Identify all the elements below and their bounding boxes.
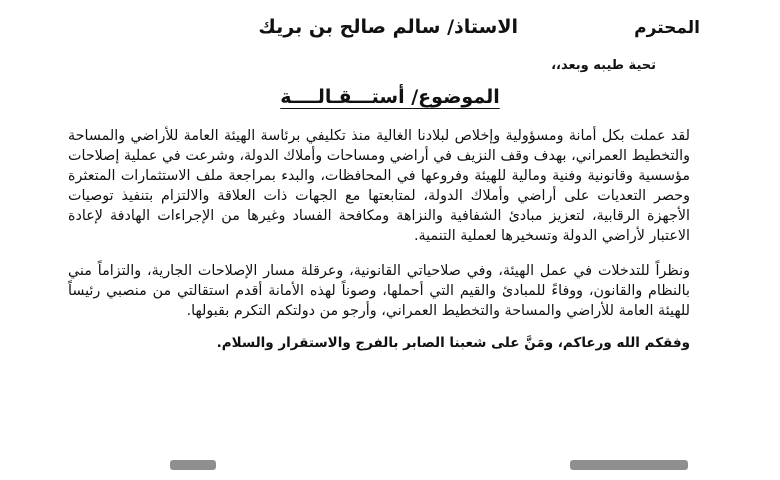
cropped-header-remnant (360, 0, 480, 8)
subject-line: الموضوع/ أستـــقـالــــة (280, 86, 500, 108)
honorific: المحترم (634, 18, 700, 38)
greeting: تحية طيبه وبعد،، (551, 58, 656, 73)
salutation-row (0, 16, 780, 48)
cropped-signature-area (0, 460, 780, 480)
addressee-name: الاستاذ/ سالم صالح بن بريك (258, 16, 518, 38)
cropped-text-fragment (170, 460, 216, 470)
letter-body (68, 126, 690, 353)
body-paragraph-1: لقد عملت بكل أمانة ومسؤولية وإخلاص لبلادنا الغالية منذ تكليفي برئاسة الهيئة العامة للأراضي والمساحة والتخطيط العمراني، بهدف وقف النزيف في أراضي ومساحات وأملاك الدولة، وشرعت في عملية إصلاحات مؤسسية وقانونية وفنية ومالية للهيئة وفروعها في المحافظات، والبدء بمراجعة ملف الاستثمارات المتعثرة وحصر التعديات على أراضي وأملاك الدولة، لمتابعتها مع الجهات ذات العلاقة والالتزام بتنفيذ توصيات الأجهزة الرقابية، لتعزيز مبادئ الشفافية والنزاهة ومكافحة الفساد وغيرها من الإجراءات الهادفة لإعادة الاعتبار لأراضي الدولة وتسخيرها لعملية التنمية. (68, 128, 690, 244)
body-paragraph-2: ونظراً للتدخلات في عمل الهيئة، وفي صلاحياتي القانونية، وعرقلة مسار الإصلاحات الجارية، والتزاماً مني بالنظام والقانون، ووفاءً للمبادئ والقيم التي أحملها، وصوناً لهذه الأمانة أقدم استقالتي من منصبي رئيساً للهيئة العامة للأراضي والمساحة والتخطيط العمراني، وأرجو من دولتكم التكرم بقبولها. (68, 263, 690, 319)
cropped-text-fragment (570, 460, 688, 470)
closing-line: وفقكم الله ورعاكم، ومَنَّ على شعبنا الصابر بالفرج والاستقرار والسلام. (216, 335, 690, 351)
